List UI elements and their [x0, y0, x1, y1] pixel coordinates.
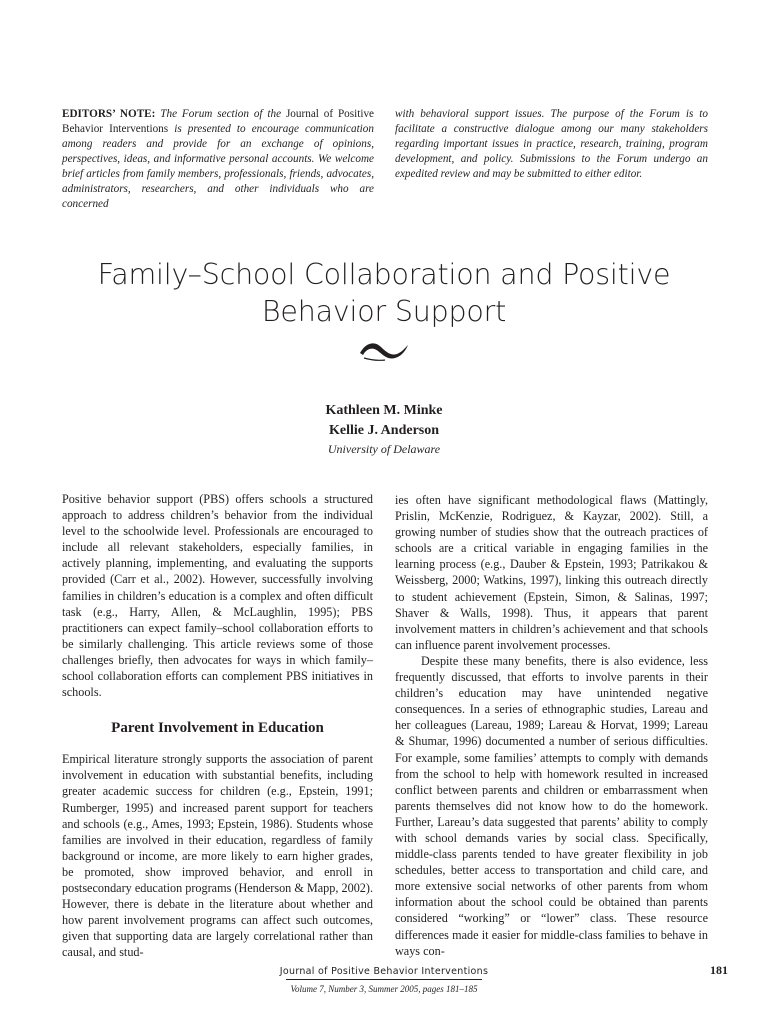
author-name: Kathleen M. Minke	[325, 403, 443, 418]
editors-note-text-2: is presented to encourage communication among readers and provide for an exchange of opinions, perspectives, ideas, and informative personal accounts. We welcome brief articles from family members, professionals, friends, advocates, administrators, researchers, and other individuals who are concerned	[62, 123, 374, 210]
page-number: 181	[710, 963, 728, 977]
body-paragraph: Despite these many benefits, there is also evidence, less frequently discussed, that efforts to involve parents in their children’s education may have unintended negative consequences. In a series of ethnographic studies, Lareau and her colleagues (Lareau, 1989; Lareau & Horvat, 1999; Lareau & Shumar, 1996) documented a number of serious difficulties. For example, some families’ attempts to comply with demands from the school to help with homework resulted in increased conflict between parents and children or embarrassment when parents themselves did not know how to do the homework. Further, Lareau’s data suggested that parents’ ability to comply with school demands varies by social class. Specifically, middle-class parents tended to have greater flexibility in job schedules, better access to transportation and child care, and more extensive social networks of other parents from whom information about the school could be obtained than parents considered “working” or “lower” class. These resource differences made it easier for middle-class families to behave in ways con-	[395, 653, 708, 958]
footer-divider	[286, 979, 482, 980]
editors-note-label: EDITORS’ NOTE:	[62, 108, 156, 120]
body-right-column	[395, 492, 708, 959]
article-title	[40, 256, 728, 330]
section-paragraph: Empirical literature strongly supports the association of parent involvement in education with substantial benefits, including greater academic success for children (e.g., Epstein, 1991; Rumberger, 1995) and increased parent support for teachers and schools (e.g., Ames, 1993; Epstein, 1986). Students whose families are involved in their education, regardless of family background or income, are more likely to earn higher grades, be promoted, show improved behavior, and enroll in postsecondary education programs (Henderson & Mapp, 2002). However, there is debate in the literature about whether and how parent involvement programs can affect such outcomes, given that supporting data are largely correlational rather than causal, and stud-	[62, 752, 373, 960]
article-title-line-1: Family–School Collaboration and Positive	[97, 258, 671, 291]
section-heading: Parent Involvement in Education	[111, 720, 324, 737]
ornament-flourish-icon	[357, 339, 411, 365]
editors-note-journal: Journal of Positive Behavior Interventions	[62, 108, 375, 135]
editors-note-right: with behavioral support issues. The purpose of the Forum is to facilitate a constructive dialogue among our many stakeholders regarding important issues in practice, research, training, program development, and policy. Submissions to the Forum undergo an expedited review and may be submitted to either editor.	[395, 108, 708, 180]
body-left-column	[62, 491, 373, 960]
editors-note-text-1: The Forum section of the	[155, 108, 286, 120]
author-name: Kellie J. Anderson	[328, 423, 440, 438]
footer-journal-title: Journal of Positive Behavior Interventions	[279, 966, 489, 977]
abstract-paragraph: Positive behavior support (PBS) offers schools a structured approach to address children’s behavior from the individual level to the schoolwide level. Professionals are encouraged to include all relevant stakeholders, especially families, in actively planning, implementing, and evaluating the supports provided (Carr et al., 2002). However, successfully involving families in children’s education is a complex and often difficult task (e.g., Harry, Allen, & McLaughlin, 1995); PBS practitioners can expect family–school collaboration efforts to be similarly challenging. This article reviews some of those challenges briefly, then advocates for ways in which family–school collaboration efforts can complement PBS initiatives in schools.	[62, 492, 373, 700]
article-title-line-2: Behavior Support	[261, 295, 507, 328]
author-affiliation: University of Delaware	[327, 442, 441, 456]
body-paragraph: ies often have significant methodological flaws (Mattingly, Prislin, McKenzie, Rodriguez, & Kayzar, 2002). Still, a growing number of studies show that the outreach practices of schools are a critical variable in engaging families in the learning process (e.g., Dauber & Epstein, 1993; Patrikakou & Weissberg, 2000; Watkins, 1997), linking this outreach directly to student achievement (Epstein, Simon, & Salinas, 1997; Shaver & Walls, 1998). Thus, it appears that parent involvement matters in children’s achievement and that schools can influence parent involvement processes.	[395, 493, 708, 652]
editors-note-left	[62, 107, 374, 212]
footer-volume-info: Volume 7, Number 3, Summer 2005, pages 181–185	[290, 984, 478, 994]
